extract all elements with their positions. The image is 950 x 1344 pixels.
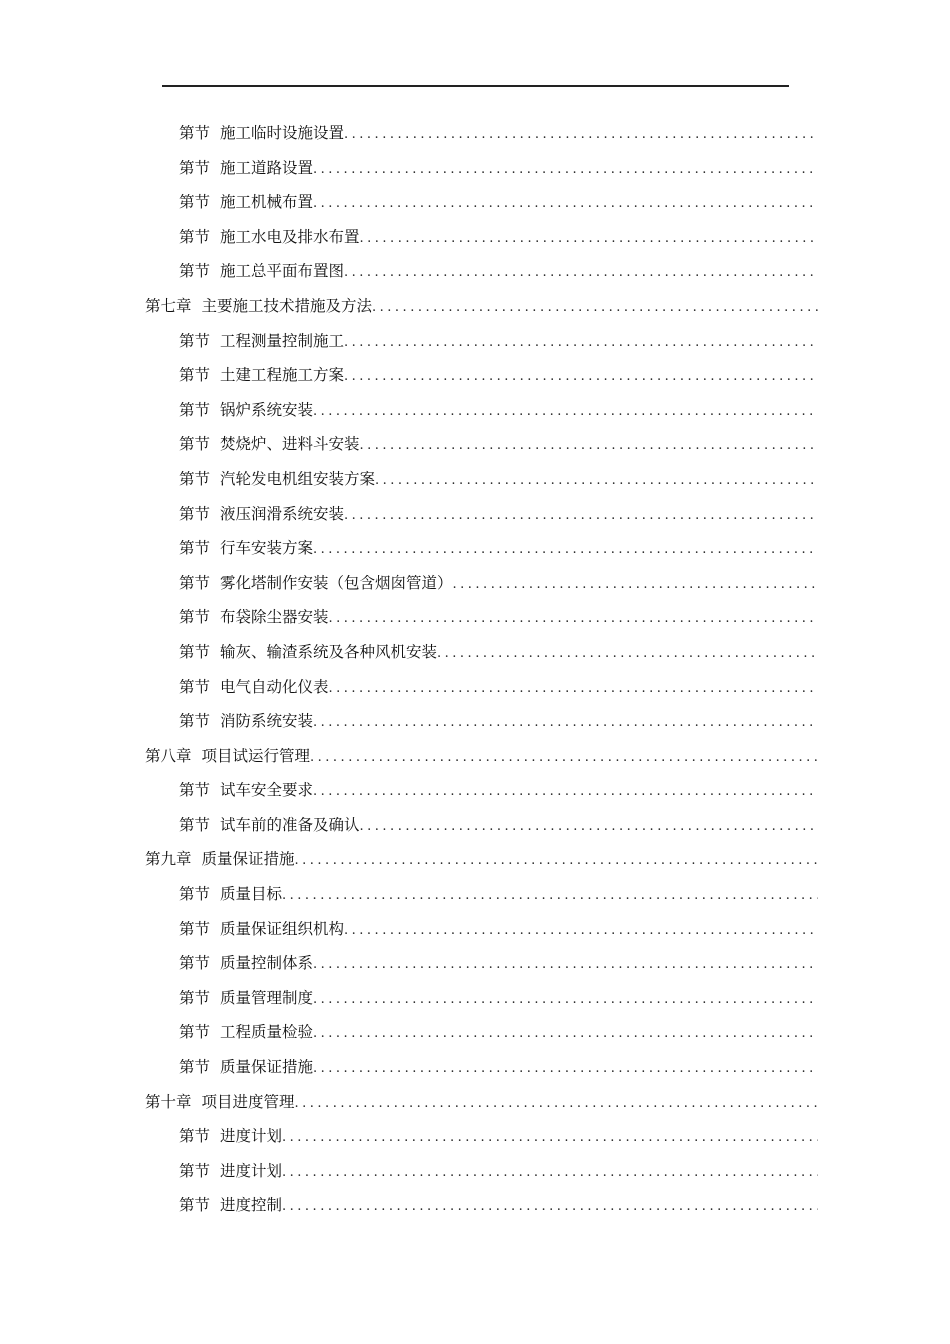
section-number: 第节 bbox=[179, 712, 211, 731]
toc-section-entry[interactable] bbox=[0, 635, 950, 670]
section-number: 第节 bbox=[179, 1161, 211, 1180]
dot-leader bbox=[360, 816, 818, 838]
section-title: 施工总平面布置图 bbox=[220, 262, 345, 281]
toc-section-entry[interactable] bbox=[0, 254, 950, 289]
section-title: 施工机械布置 bbox=[220, 193, 314, 212]
toc-entry-line bbox=[179, 814, 818, 836]
toc-entry-line bbox=[179, 537, 818, 559]
dot-leader bbox=[313, 712, 818, 734]
toc-section-entry[interactable] bbox=[0, 358, 950, 393]
toc-section-entry[interactable] bbox=[0, 116, 950, 151]
section-number: 第节 bbox=[179, 539, 211, 558]
toc-entry-line bbox=[179, 399, 818, 421]
toc-entry-line bbox=[179, 987, 818, 1009]
section-title: 质量保证措施 bbox=[220, 1058, 314, 1077]
toc-section-entry[interactable] bbox=[0, 1188, 950, 1223]
toc-entry-line bbox=[179, 226, 818, 248]
section-title: 消防系统安装 bbox=[220, 712, 314, 731]
toc-section-entry[interactable] bbox=[0, 566, 950, 601]
toc-chapter-entry[interactable] bbox=[0, 289, 950, 324]
toc-entry-line bbox=[179, 779, 818, 801]
section-number: 第节 bbox=[179, 988, 211, 1007]
toc-entry-line bbox=[179, 883, 818, 905]
section-title: 质量目标 bbox=[220, 885, 283, 904]
chapter-number: 第八章 bbox=[145, 746, 192, 765]
section-number: 第节 bbox=[179, 469, 211, 488]
section-number: 第节 bbox=[179, 781, 211, 800]
toc-section-entry[interactable] bbox=[0, 393, 950, 428]
dot-leader bbox=[329, 608, 818, 630]
toc-entry-line bbox=[179, 676, 818, 698]
toc-entry-line bbox=[179, 468, 818, 490]
toc-section-entry[interactable] bbox=[0, 1119, 950, 1154]
toc-section-entry[interactable] bbox=[0, 946, 950, 981]
dot-leader bbox=[282, 885, 818, 907]
dot-leader bbox=[344, 332, 818, 354]
section-number: 第节 bbox=[179, 366, 211, 385]
toc-entry-line bbox=[179, 1194, 818, 1216]
toc-section-entry[interactable] bbox=[0, 600, 950, 635]
toc-section-entry[interactable] bbox=[0, 981, 950, 1016]
section-title: 试车前的准备及确认 bbox=[220, 815, 360, 834]
section-number: 第节 bbox=[179, 435, 211, 454]
section-title: 质量控制体系 bbox=[220, 954, 314, 973]
dot-leader bbox=[344, 124, 818, 146]
toc-entry-line bbox=[179, 157, 818, 179]
dot-leader bbox=[344, 366, 818, 388]
dot-leader bbox=[372, 297, 818, 319]
dot-leader bbox=[295, 1093, 818, 1115]
chapter-number: 第七章 bbox=[145, 296, 192, 315]
toc-chapter-entry[interactable] bbox=[0, 1085, 950, 1120]
toc-entry-line bbox=[179, 1021, 818, 1043]
toc-entry-line bbox=[179, 1160, 818, 1182]
table-of-contents bbox=[0, 116, 950, 1223]
toc-section-entry[interactable] bbox=[0, 324, 950, 359]
toc-entry-line bbox=[145, 745, 818, 767]
dot-leader bbox=[282, 1196, 818, 1218]
dot-leader bbox=[344, 505, 818, 527]
section-title: 雾化塔制作安装（包含烟囱管道） bbox=[220, 573, 453, 592]
toc-section-entry[interactable] bbox=[0, 808, 950, 843]
toc-section-entry[interactable] bbox=[0, 912, 950, 947]
toc-entry-line bbox=[179, 1125, 818, 1147]
section-number: 第节 bbox=[179, 677, 211, 696]
section-title: 行车安装方案 bbox=[220, 539, 314, 558]
toc-entry-line bbox=[179, 918, 818, 940]
toc-entry-line bbox=[179, 191, 818, 213]
toc-section-entry[interactable] bbox=[0, 877, 950, 912]
section-number: 第节 bbox=[179, 1023, 211, 1042]
toc-section-entry[interactable] bbox=[0, 670, 950, 705]
section-title: 进度计划 bbox=[220, 1161, 283, 1180]
section-number: 第节 bbox=[179, 919, 211, 938]
section-number: 第节 bbox=[179, 1196, 211, 1215]
toc-entry-line bbox=[145, 295, 818, 317]
toc-section-entry[interactable] bbox=[0, 1154, 950, 1189]
section-title: 进度计划 bbox=[220, 1127, 283, 1146]
toc-section-entry[interactable] bbox=[0, 531, 950, 566]
dot-leader bbox=[344, 920, 818, 942]
chapter-title: 质量保证措施 bbox=[201, 850, 295, 869]
toc-section-entry[interactable] bbox=[0, 220, 950, 255]
section-title: 施工临时设施设置 bbox=[220, 124, 345, 142]
chapter-title: 项目进度管理 bbox=[201, 1092, 295, 1111]
toc-entry-line bbox=[179, 260, 818, 282]
dot-leader bbox=[313, 989, 818, 1011]
toc-entry-line bbox=[179, 364, 818, 386]
dot-leader bbox=[313, 193, 818, 215]
dot-leader bbox=[313, 539, 818, 561]
section-title: 质量管理制度 bbox=[220, 988, 314, 1007]
toc-entry-line bbox=[179, 606, 818, 628]
section-number: 第节 bbox=[179, 124, 211, 142]
dot-leader bbox=[313, 781, 818, 803]
toc-entry-line bbox=[145, 1091, 818, 1113]
chapter-number: 第十章 bbox=[145, 1092, 192, 1111]
section-number: 第节 bbox=[179, 504, 211, 523]
dot-leader bbox=[282, 1127, 818, 1149]
section-number: 第节 bbox=[179, 400, 211, 419]
dot-leader bbox=[282, 1162, 818, 1184]
section-number: 第节 bbox=[179, 227, 211, 246]
dot-leader bbox=[313, 1023, 818, 1045]
toc-section-entry[interactable] bbox=[0, 1015, 950, 1050]
toc-section-entry[interactable] bbox=[0, 151, 950, 186]
toc-section-entry[interactable] bbox=[0, 427, 950, 462]
toc-chapter-entry[interactable] bbox=[0, 842, 950, 877]
toc-section-entry[interactable] bbox=[0, 497, 950, 532]
section-number: 第节 bbox=[179, 573, 211, 592]
toc-section-entry[interactable] bbox=[0, 462, 950, 497]
toc-section-entry[interactable] bbox=[0, 1050, 950, 1085]
section-number: 第节 bbox=[179, 193, 211, 212]
dot-leader bbox=[313, 401, 818, 423]
toc-entry-line bbox=[179, 952, 818, 974]
section-number: 第节 bbox=[179, 885, 211, 904]
dot-leader bbox=[310, 747, 818, 769]
toc-entry-line bbox=[179, 330, 818, 352]
chapter-title: 主要施工技术措施及方法 bbox=[201, 296, 373, 315]
section-title: 施工水电及排水布置 bbox=[220, 227, 360, 246]
chapter-title: 项目试运行管理 bbox=[201, 746, 311, 765]
section-title: 土建工程施工方案 bbox=[220, 366, 345, 385]
section-title: 输灰、输渣系统及各种风机安装 bbox=[220, 642, 438, 661]
section-title: 工程质量检验 bbox=[220, 1023, 314, 1042]
dot-leader bbox=[313, 159, 818, 181]
toc-entry-line bbox=[179, 433, 818, 455]
section-title: 锅炉系统安装 bbox=[220, 400, 314, 419]
toc-entry-line bbox=[179, 1056, 818, 1078]
section-title: 试车安全要求 bbox=[220, 781, 314, 800]
toc-entry-line bbox=[179, 122, 818, 144]
section-title: 汽轮发电机组安装方案 bbox=[220, 469, 376, 488]
section-number: 第节 bbox=[179, 608, 211, 627]
section-number: 第节 bbox=[179, 158, 211, 177]
section-number: 第节 bbox=[179, 815, 211, 834]
section-number: 第节 bbox=[179, 642, 211, 661]
toc-section-entry[interactable] bbox=[0, 704, 950, 739]
dot-leader bbox=[453, 574, 818, 596]
section-number: 第节 bbox=[179, 954, 211, 973]
section-title: 工程测量控制施工 bbox=[220, 331, 345, 350]
section-title: 液压润滑系统安装 bbox=[220, 504, 345, 523]
dot-leader bbox=[437, 643, 818, 665]
header-rule bbox=[162, 85, 789, 87]
toc-entry-line bbox=[145, 848, 818, 870]
section-number: 第节 bbox=[179, 262, 211, 281]
toc-section-entry[interactable] bbox=[0, 773, 950, 808]
section-number: 第节 bbox=[179, 1058, 211, 1077]
dot-leader bbox=[313, 954, 818, 976]
dot-leader bbox=[360, 435, 818, 457]
toc-section-entry[interactable] bbox=[0, 185, 950, 220]
toc-entry-line bbox=[179, 572, 818, 594]
section-title: 施工道路设置 bbox=[220, 158, 314, 177]
dot-leader bbox=[329, 678, 818, 700]
section-title: 进度控制 bbox=[220, 1196, 283, 1215]
section-title: 布袋除尘器安装 bbox=[220, 608, 329, 627]
section-number: 第节 bbox=[179, 331, 211, 350]
section-number: 第节 bbox=[179, 1127, 211, 1146]
section-title: 质量保证组织机构 bbox=[220, 919, 345, 938]
section-title: 电气自动化仪表 bbox=[220, 677, 329, 696]
toc-chapter-entry[interactable] bbox=[0, 739, 950, 774]
section-title: 焚烧炉、进料斗安装 bbox=[220, 435, 360, 454]
toc-entry-line bbox=[179, 641, 818, 663]
dot-leader bbox=[344, 262, 818, 284]
toc-entry-line bbox=[179, 710, 818, 732]
dot-leader bbox=[313, 1058, 818, 1080]
dot-leader bbox=[295, 850, 818, 872]
dot-leader bbox=[375, 470, 818, 492]
dot-leader bbox=[360, 228, 818, 250]
toc-entry-line bbox=[179, 503, 818, 525]
chapter-number: 第九章 bbox=[145, 850, 192, 869]
